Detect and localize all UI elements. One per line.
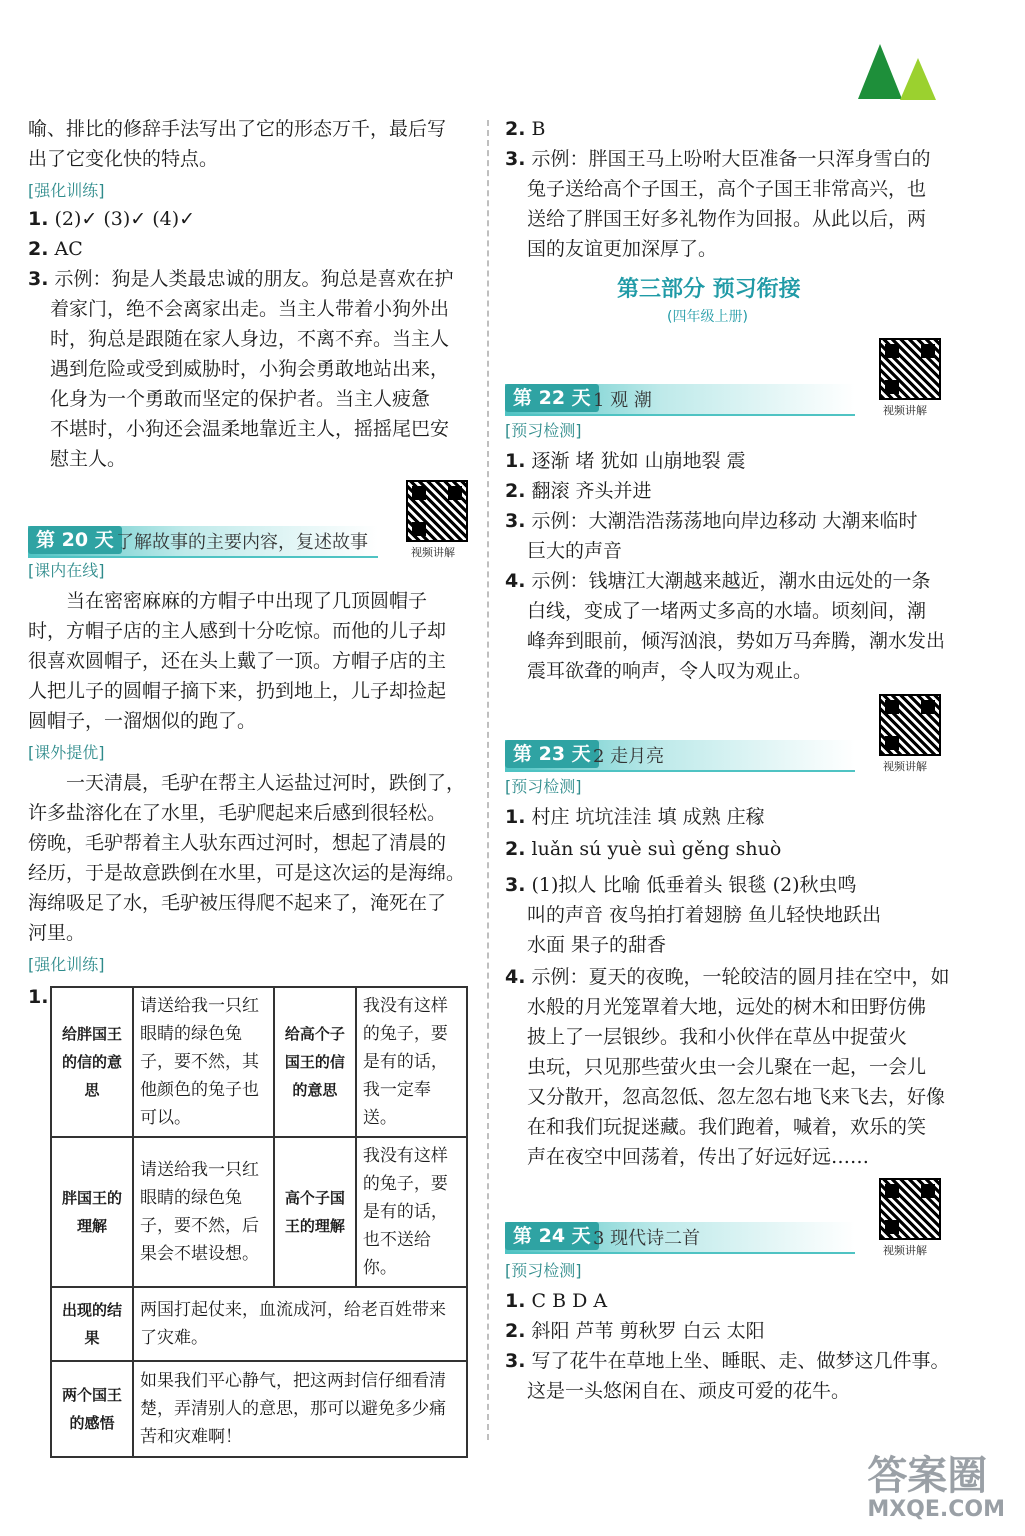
qr-label: 视频讲解: [883, 404, 927, 417]
day-header: [505, 1222, 855, 1254]
answer-item: [505, 146, 931, 172]
tree-light-icon: [900, 58, 936, 100]
text-line: 峰奔到眼前，倾泻汹浪，势如万马奔腾，潮水发出: [527, 630, 946, 652]
item-number: 3.: [505, 874, 526, 896]
table-header: 两个国王的感悟: [51, 1361, 133, 1457]
qr-code[interactable]: [879, 694, 941, 756]
text-line: 出了它变化快的特点。: [28, 148, 219, 170]
item-text: 示例：钱塘江大潮越来越近，潮水由远处的一条: [531, 570, 931, 592]
answer-item: [505, 508, 918, 534]
table-cell: 两国打起仗来，血流成河，给老百姓带来了灾难。: [133, 1287, 467, 1361]
item-text: 示例：胖国王马上吩咐大臣准备一只浑身雪白的: [531, 148, 931, 170]
text-line: 不堪时，小狗还会温柔地靠近主人，摇摇尾巴安: [50, 418, 450, 440]
item-number: 3.: [28, 268, 49, 290]
day-badge: 第 20 天: [28, 526, 122, 554]
answer-item: [505, 804, 765, 830]
text-line: 海绵吸足了水，毛驴被压得爬不起来了，淹死在了: [28, 892, 447, 914]
text-line: 叫的声音 夜鸟拍打着翅膀 鱼儿轻快地跃出: [527, 904, 882, 926]
answer-item: [28, 236, 83, 262]
text-line: 当在密密麻麻的方帽子中出现了几顶圆帽子: [66, 590, 428, 612]
kings-letter-table: [50, 986, 468, 1458]
text-line: 河里。: [28, 922, 86, 944]
item-text: 逐渐 堵 犹如 山崩地裂 震: [531, 450, 746, 472]
answer-item: [28, 206, 195, 232]
table-cell: 请送给我一只红眼睛的绿色兔子，要不然，其他颜色的兔子也可以。: [133, 987, 274, 1137]
answer-item: [505, 478, 652, 504]
item-text: 写了花牛在草地上坐、睡眠、走、做梦这几件事。: [531, 1350, 950, 1372]
answer-item: [505, 1348, 950, 1374]
section-tag-strengthen: [强化训练]: [28, 181, 105, 200]
item-text: 示例：大潮浩浩荡荡地向岸边移动 大潮来临时: [531, 510, 918, 532]
text-line: 时，狗总是跟随在家人身边，不离不弃。当主人: [50, 328, 450, 350]
day-header: [505, 740, 855, 772]
day-header: [505, 384, 855, 416]
text-line: 在和我们玩捉迷藏。我们跑着，喊着，欢乐的笑: [527, 1116, 927, 1138]
section-tag-strengthen: [强化训练]: [28, 955, 105, 974]
day-title: 了解故事的主要内容，复述故事: [116, 532, 368, 553]
watermark-url: MXQE.COM: [867, 1497, 1005, 1522]
item-number: 1.: [28, 208, 49, 230]
item-number: 2.: [505, 838, 526, 860]
table-header: 胖国王的理解: [51, 1137, 133, 1287]
item-text: (1)拟人 比喻 低垂着头 银毯 (2)秋虫鸣: [531, 874, 857, 896]
day-badge: 第 23 天: [505, 740, 599, 768]
day-header: [28, 526, 378, 558]
day-badge: 第 22 天: [505, 384, 599, 412]
item-number: 2.: [505, 480, 526, 502]
text-line: 一天清晨，毛驴在帮主人运盐过河时，跌倒了，: [66, 772, 466, 794]
item-number: 3.: [505, 1350, 526, 1372]
text-line: 水面 果子的甜香: [527, 934, 667, 956]
item-text: B: [531, 118, 546, 140]
item-text: 村庄 坑坑洼洼 填 成熟 庄稼: [531, 806, 765, 828]
answer-item: [505, 116, 545, 142]
item-number: 2.: [505, 1320, 526, 1342]
section-tag-preview: [预习检测]: [505, 777, 582, 796]
answer-item: [505, 872, 857, 898]
tree-dark-icon: [858, 44, 902, 99]
text-line: 喻、排比的修辞手法写出了它的形态万千，最后写: [28, 118, 447, 140]
item-number: 1.: [505, 450, 526, 472]
item-text: (2)✓ (3)✓ (4)✓: [54, 208, 196, 230]
item-text: C B D A: [531, 1290, 608, 1312]
item-number: 1.: [505, 806, 526, 828]
section-tag-preview: [预习检测]: [505, 1261, 582, 1280]
item-text: AC: [54, 238, 83, 260]
item-text: 翻滚 齐头并进: [531, 480, 652, 502]
day-title: 2 走月亮: [593, 746, 665, 767]
table-cell: 我没有这样的兔子，要是有的话，我一定奉送。: [356, 987, 467, 1137]
text-line: 圆帽子，一溜烟似的跑了。: [28, 710, 257, 732]
text-line: 巨大的声音: [527, 540, 623, 562]
answer-item: [505, 964, 950, 990]
watermark-logo: [867, 1455, 1005, 1522]
answer-item: [505, 448, 746, 474]
table-header: 给高个子国王的信的意思: [274, 987, 356, 1137]
text-line: 送给了胖国王好多礼物作为回报。从此以后，两: [527, 208, 927, 230]
text-line: 兔子送给高个子国王，高个子国王非常高兴，也: [527, 178, 927, 200]
answer-item: [505, 568, 931, 594]
item-number: 2.: [505, 118, 526, 140]
qr-label: 视频讲解: [411, 546, 455, 559]
item-text: 斜阳 芦苇 剪秋罗 白云 太阳: [531, 1320, 765, 1342]
text-line: 白线，变成了一堵两丈多高的水墙。顷刻间，潮: [527, 600, 927, 622]
item-text: 示例：夏天的夜晚，一轮皎洁的圆月挂在空中，如: [531, 966, 950, 988]
qr-label: 视频讲解: [883, 1244, 927, 1257]
text-line: 又分散开，忽高忽低、忽左忽右地飞来飞去，好像: [527, 1086, 946, 1108]
table-header: 高个子国王的理解: [274, 1137, 356, 1287]
table-cell: 我没有这样的兔子，要是有的话，也不送给你。: [356, 1137, 467, 1287]
text-line: 这是一头悠闲自在、顽皮可爱的花牛。: [527, 1380, 851, 1402]
text-line: 震耳欲聋的响声，令人叹为观止。: [527, 660, 813, 682]
item-text: 示例：狗是人类最忠诚的朋友。狗总是喜欢在护: [54, 268, 454, 290]
part-subtitle: (四年级上册): [667, 309, 748, 325]
column-divider: [487, 120, 489, 1440]
answer-item: [505, 1318, 765, 1344]
section-tag-inclass: [课内在线]: [28, 561, 105, 580]
day-title: 1 观 潮: [593, 390, 652, 411]
answer-item: [505, 836, 781, 862]
text-line: 声在夜空中回荡着，传出了好远好远……: [527, 1146, 870, 1168]
item-number: 3.: [505, 510, 526, 532]
item-number: 1.: [28, 986, 49, 1008]
day-badge: 第 24 天: [505, 1222, 599, 1250]
table-cell: 如果我们平心静气，把这两封信仔细看清楚，弄清别人的意思，那可以避免多少痛苦和灾难啊！: [133, 1361, 467, 1457]
item-number: 3.: [505, 148, 526, 170]
text-line: 化身为一个勇敢而坚定的保护者。当主人疲惫: [50, 388, 431, 410]
text-line: 时，方帽子店的主人感到十分吃惊。而他的儿子却: [28, 620, 447, 642]
qr-label: 视频讲解: [883, 760, 927, 773]
text-line: 虫玩，只见那些萤火虫一会儿聚在一起，一会儿: [527, 1056, 927, 1078]
item-text: luǎn sú yuè suì gěng shuò: [531, 838, 782, 860]
text-line: 很喜欢圆帽子，还在头上戴了一顶。方帽子店的主: [28, 650, 447, 672]
item-number: 1.: [505, 1290, 526, 1312]
section-tag-outclass: [课外提优]: [28, 743, 105, 762]
item-number: 4.: [505, 570, 526, 592]
table-header: 给胖国王的信的意思: [51, 987, 133, 1137]
text-line: 遇到危险或受到威胁时，小狗会勇敢地站出来，: [50, 358, 450, 380]
table-cell: 请送给我一只红眼睛的绿色兔子，要不然，后果会不堪设想。: [133, 1137, 274, 1287]
text-line: 慰主人。: [50, 448, 127, 470]
day-title: 3 现代诗二首: [593, 1228, 701, 1249]
text-line: 水般的月光笼罩着大地，远处的树木和田野仿佛: [527, 996, 927, 1018]
item-number: 4.: [505, 966, 526, 988]
text-line: 人把儿子的圆帽子摘下来，扔到地上，儿子却捡起: [28, 680, 447, 702]
text-line: 许多盐溶化在了水里，毛驴爬起来后感到很轻松。: [28, 802, 447, 824]
section-tag-preview: [预习检测]: [505, 421, 582, 440]
watermark-text: 答案圈: [867, 1453, 988, 1499]
answer-item: [28, 266, 454, 292]
item-number: 2.: [28, 238, 49, 260]
qr-code[interactable]: [406, 480, 468, 542]
text-line: 傍晚，毛驴帮着主人驮东西过河时，想起了清晨的: [28, 832, 447, 854]
text-line: 国的友谊更加深厚了。: [527, 238, 718, 260]
qr-code[interactable]: [879, 338, 941, 400]
answer-item: [505, 1288, 607, 1314]
part-title: 第三部分 预习衔接: [617, 277, 801, 302]
text-line: 着家门，绝不会离家出走。当主人带着小狗外出: [50, 298, 450, 320]
qr-code[interactable]: [879, 1178, 941, 1240]
text-line: 经历，于是故意跌倒在水里，可是这次运的是海绵。: [28, 862, 466, 884]
text-line: 披上了一层银纱。我和小伙伴在草丛中捉萤火: [527, 1026, 908, 1048]
table-header: 出现的结果: [51, 1287, 133, 1361]
